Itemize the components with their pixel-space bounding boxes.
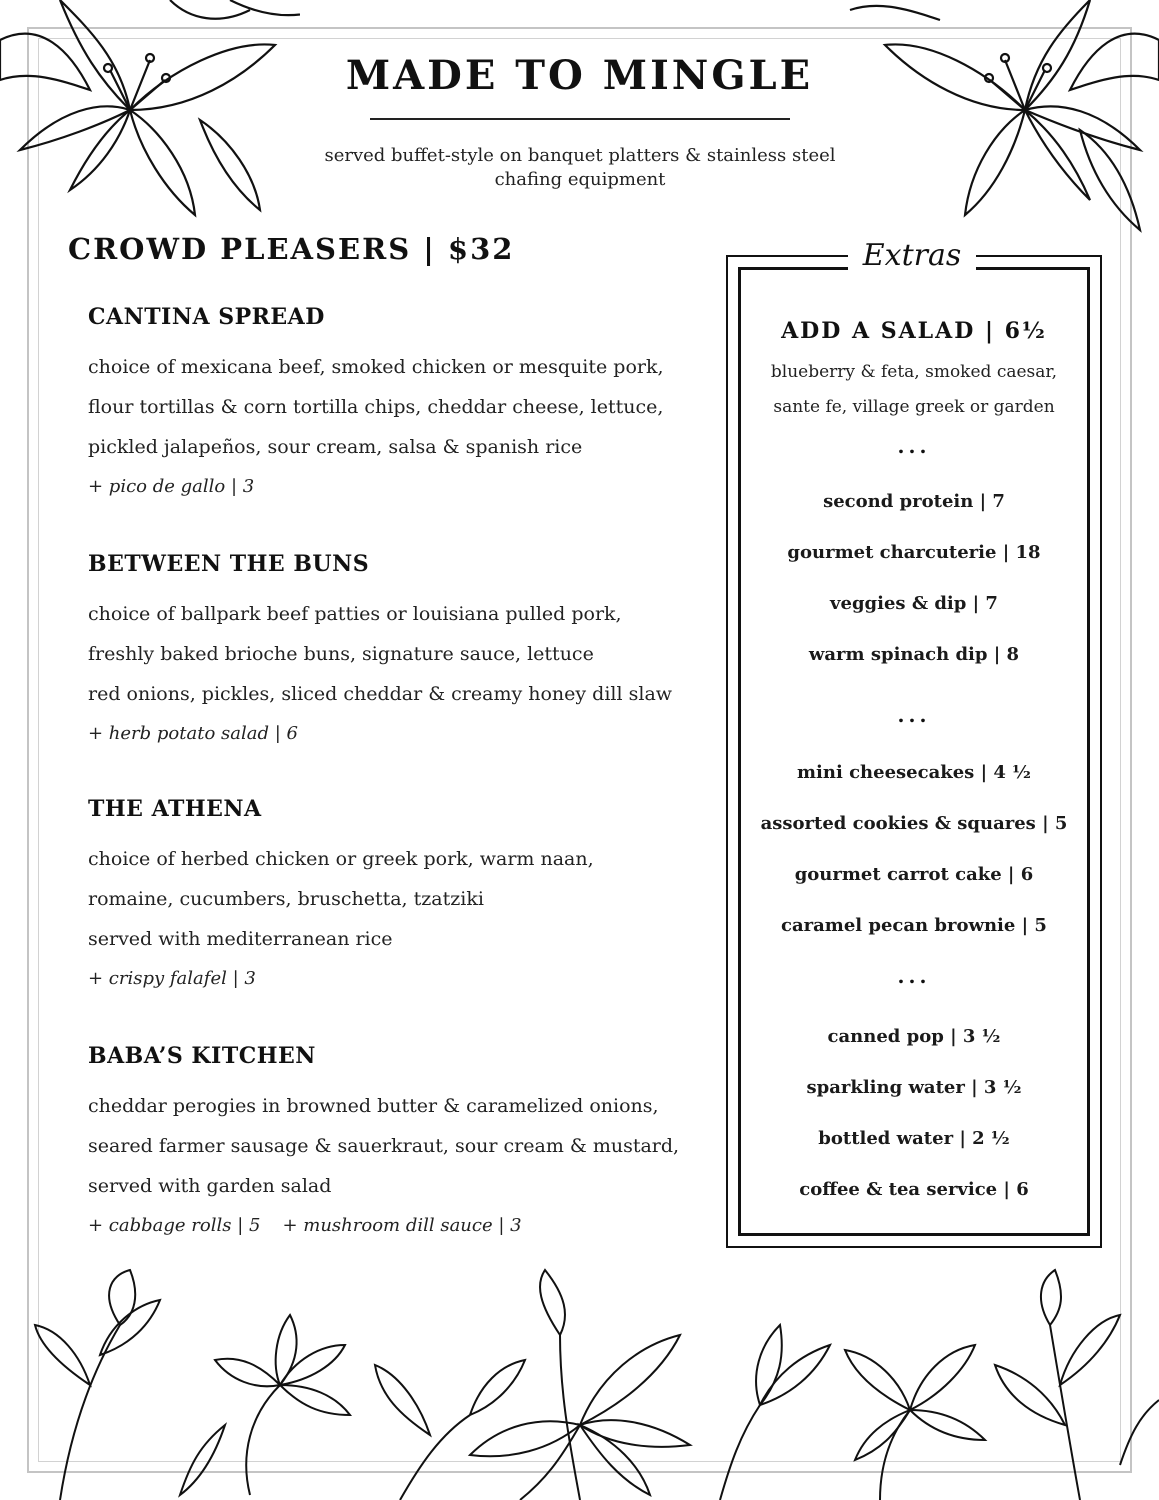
section-title: CROWD PLEASERS | $32 bbox=[68, 232, 515, 266]
item-description-line: served with garden salad bbox=[88, 1175, 332, 1197]
lily-illustration-top-left bbox=[0, 0, 300, 220]
separator-dots: ... bbox=[897, 434, 931, 458]
floral-illustration-bottom bbox=[0, 1265, 1159, 1500]
salad-options-line: sante fe, village greek or garden bbox=[773, 397, 1055, 417]
item-description-line: choice of mexicana beef, smoked chicken or mesquite pork, bbox=[88, 356, 664, 378]
menu-title: MADE TO MINGLE bbox=[345, 52, 814, 99]
item-name: BABA’S KITCHEN bbox=[88, 1043, 316, 1069]
title-divider bbox=[370, 118, 790, 120]
item-name: BETWEEN THE BUNS bbox=[88, 551, 370, 577]
menu-item-babas-kitchen bbox=[88, 1041, 698, 1246]
extra-item: canned pop | 3 ½ bbox=[827, 1026, 1001, 1047]
item-description-line: red onions, pickles, sliced cheddar & creamy honey dill slaw bbox=[88, 683, 673, 705]
item-description-line: cheddar perogies in browned butter & caramelized onions, bbox=[88, 1095, 659, 1117]
separator-dots: ... bbox=[897, 703, 931, 727]
salad-options bbox=[740, 355, 1088, 425]
item-description-line: romaine, cucumbers, bruschetta, tzatziki bbox=[88, 888, 484, 910]
extra-item: caramel pecan brownie | 5 bbox=[781, 915, 1047, 936]
item-addon bbox=[88, 959, 698, 999]
item-description-line: seared farmer sausage & sauerkraut, sour cream & mustard, bbox=[88, 1135, 680, 1157]
addon-text: + mushroom dill sauce | 3 bbox=[282, 1215, 522, 1236]
extra-item: bottled water | 2 ½ bbox=[818, 1128, 1010, 1149]
extra-item: assorted cookies & squares | 5 bbox=[760, 813, 1068, 834]
item-description-line: choice of ballpark beef patties or louisiana pulled pork, bbox=[88, 603, 622, 625]
item-description-line: pickled jalapeños, sour cream, salsa & spanish rice bbox=[88, 436, 583, 458]
extra-item: gourmet carrot cake | 6 bbox=[794, 864, 1034, 885]
separator-dots: ... bbox=[897, 964, 931, 988]
extra-item: warm spinach dip | 8 bbox=[808, 644, 1020, 665]
add-salad-heading: ADD A SALAD | 6½ bbox=[781, 318, 1047, 344]
item-description-line: freshly baked brioche buns, signature sauce, lettuce bbox=[88, 643, 594, 665]
item-description-line: choice of herbed chicken or greek pork, warm naan, bbox=[88, 848, 594, 870]
menu-item-cantina-spread bbox=[88, 302, 698, 507]
addon-text: + crispy falafel | 3 bbox=[88, 968, 256, 989]
salad-options-line: blueberry & feta, smoked caesar, bbox=[770, 362, 1058, 382]
extra-item: mini cheesecakes | 4 ½ bbox=[797, 762, 1031, 783]
menu-item-between-the-buns bbox=[88, 549, 698, 754]
item-description-line: served with mediterranean rice bbox=[88, 928, 393, 950]
extras-label: Extras bbox=[862, 238, 962, 273]
menu-subtitle: served buffet-style on banquet platters & stainless steel chafing equipment bbox=[324, 145, 836, 190]
item-description-line: flour tortillas & corn tortilla chips, cheddar cheese, lettuce, bbox=[88, 396, 664, 418]
addon-text: + pico de gallo | 3 bbox=[88, 476, 255, 497]
addon-text: + herb potato salad | 6 bbox=[88, 723, 298, 744]
item-addon bbox=[88, 467, 698, 507]
menu-item-the-athena bbox=[88, 794, 698, 999]
item-addon bbox=[88, 714, 698, 754]
extra-item: coffee & tea service | 6 bbox=[799, 1179, 1029, 1200]
item-addon bbox=[88, 1206, 698, 1246]
extra-item: veggies & dip | 7 bbox=[830, 593, 998, 614]
extra-item: gourmet charcuterie | 18 bbox=[787, 542, 1041, 563]
item-name: THE ATHENA bbox=[88, 796, 262, 822]
extra-item: second protein | 7 bbox=[823, 491, 1005, 512]
lily-illustration-top-right bbox=[840, 0, 1159, 235]
item-name: CANTINA SPREAD bbox=[88, 304, 325, 330]
extra-item: sparkling water | 3 ½ bbox=[806, 1077, 1022, 1098]
addon-text: + cabbage rolls | 5 bbox=[88, 1215, 261, 1236]
